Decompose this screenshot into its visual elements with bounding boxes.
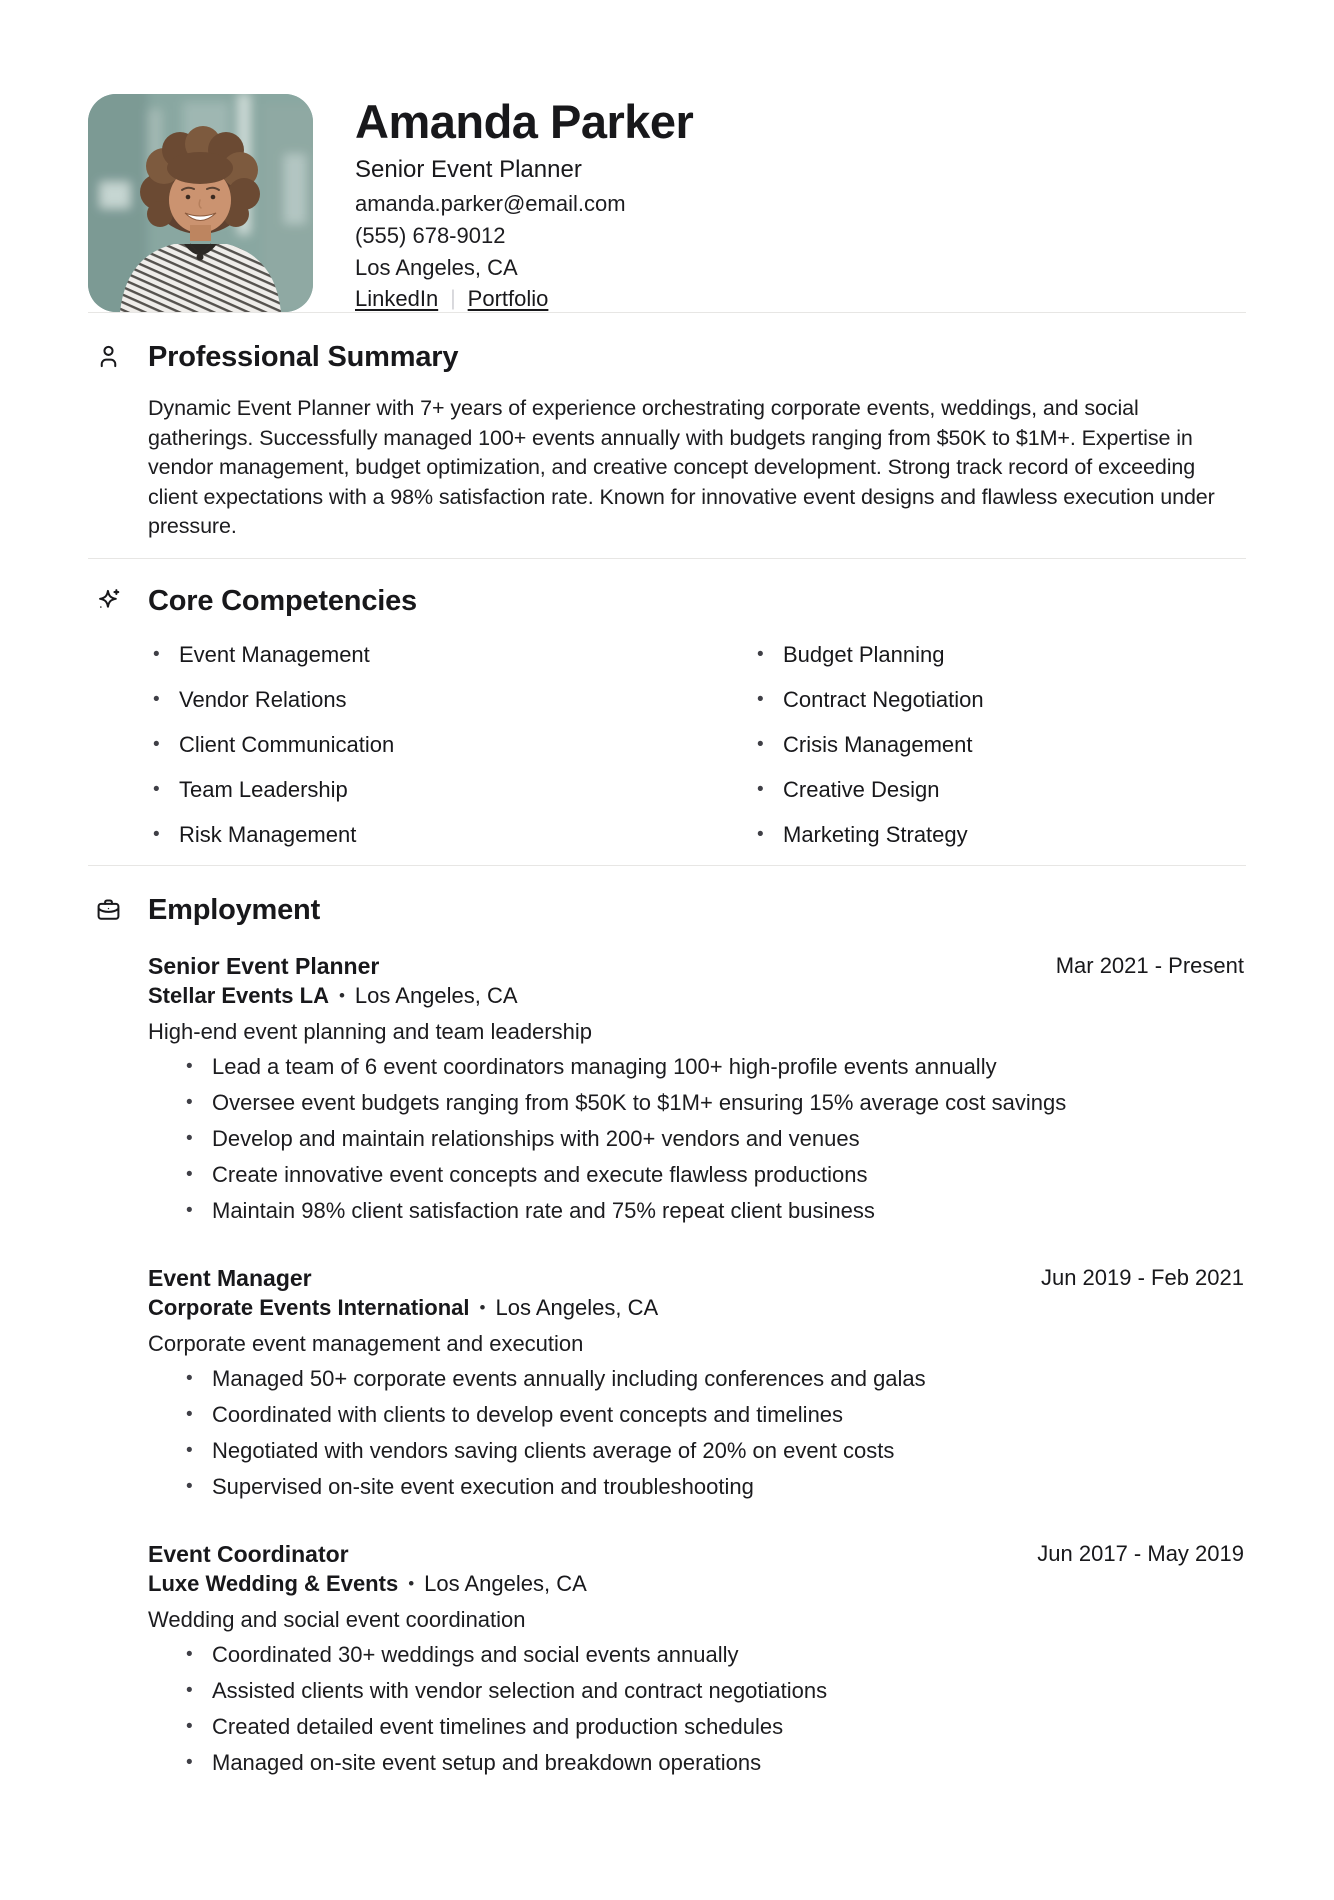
job-bullet	[186, 1641, 1246, 1668]
job-bullet-text: Create innovative event concepts and execute flawless productions	[212, 1161, 868, 1187]
competency-label: Event Management	[179, 641, 370, 667]
competency-label: Creative Design	[783, 776, 940, 802]
job-title-block	[148, 951, 518, 1011]
summary-text: Dynamic Event Planner with 7+ years of experience orchestrating corporate events, weddings, and social gatherings. Successfully managed 100+ events annually with budgets ranging from $50K to $1M+. Expertise in vendor management, budget optimization, and creative concept development. Strong track record of exceeding client expectations with a 98% satisfaction rate. Known for innovative event designs and flawless execution under pressure.	[148, 396, 1215, 538]
bullet-icon: •	[757, 733, 764, 755]
job-bullet-text: Managed 50+ corporate events annually including conferences and galas	[212, 1365, 926, 1391]
job-bullet	[186, 1053, 1246, 1080]
phone-text: (555) 678-9012	[355, 223, 506, 248]
job-company: Corporate Events International	[148, 1294, 470, 1320]
profile-links	[355, 286, 693, 311]
job-bullet-text: Maintain 98% client satisfaction rate and 75% repeat client business	[212, 1197, 875, 1223]
bullet-icon: •	[757, 823, 764, 845]
profile-photo	[88, 94, 313, 312]
job-bullet-text: Coordinated 30+ weddings and social events annually	[212, 1641, 739, 1667]
competency-item	[153, 776, 752, 804]
competency-label: Vendor Relations	[179, 686, 347, 712]
competency-item	[757, 821, 1246, 849]
competencies-heading: Core Competencies	[148, 584, 417, 617]
section-employment	[88, 866, 1246, 1776]
bullet-icon: •	[757, 778, 764, 800]
job-location: Los Angeles, CA	[495, 1294, 659, 1320]
job-bullet-list	[186, 1053, 1246, 1224]
bullet-icon: •	[186, 1751, 193, 1773]
bullet-icon: •	[153, 823, 160, 845]
dot-separator-icon: •	[338, 985, 345, 1005]
job-bullet	[186, 1089, 1246, 1116]
competencies-list	[148, 641, 1246, 849]
job-bullet	[186, 1749, 1246, 1776]
user-icon	[88, 339, 148, 542]
job-bullet	[186, 1713, 1246, 1740]
competency-label: Marketing Strategy	[783, 821, 968, 847]
job-bullet-list	[186, 1365, 1246, 1500]
link-separator: |	[450, 287, 456, 310]
email-text: amanda.parker@email.com	[355, 191, 626, 216]
job-bullet	[186, 1161, 1246, 1188]
job-title-block	[148, 1263, 658, 1323]
bullet-icon: •	[186, 1367, 193, 1389]
person-name: Amanda Parker	[355, 95, 694, 148]
job-bullet-text: Managed on-site event setup and breakdown operations	[212, 1749, 762, 1775]
job-title: Event Coordinator	[148, 1540, 349, 1567]
job-dates: Mar 2021 - Present	[1055, 952, 1244, 978]
competency-item	[757, 686, 1246, 714]
competency-item	[757, 731, 1246, 759]
linkedin-link[interactable]: LinkedIn	[355, 286, 439, 311]
portfolio-link[interactable]: Portfolio	[467, 286, 549, 311]
person-job-title: Senior Event Planner	[355, 156, 582, 183]
job-bullet	[186, 1365, 1246, 1392]
header-info	[355, 94, 693, 312]
competency-label: Client Communication	[179, 731, 395, 757]
job-list	[148, 951, 1246, 1776]
bullet-icon: •	[186, 1127, 193, 1149]
job-bullet	[186, 1677, 1246, 1704]
competency-label: Risk Management	[179, 821, 357, 847]
bullet-icon: •	[186, 1715, 193, 1737]
competencies-column-right	[752, 641, 1246, 849]
profile-photo-illustration	[88, 94, 313, 312]
job-title: Senior Event Planner	[148, 952, 380, 979]
bullet-icon: •	[153, 733, 160, 755]
bullet-icon: •	[757, 688, 764, 710]
bullet-icon: •	[186, 1091, 193, 1113]
dot-separator-icon: •	[408, 1573, 415, 1593]
bullet-icon: •	[186, 1475, 193, 1497]
job-header	[148, 951, 1246, 1011]
job-bullet	[186, 1197, 1246, 1224]
competency-label: Budget Planning	[783, 641, 945, 667]
briefcase-icon	[88, 892, 148, 1776]
bullet-icon: •	[186, 1163, 193, 1185]
job-bullet	[186, 1473, 1246, 1500]
sparkles-icon	[88, 583, 148, 849]
job-title-block	[148, 1539, 587, 1599]
job-bullet-text: Created detailed event timelines and production schedules	[212, 1713, 784, 1739]
summary-heading: Professional Summary	[148, 341, 459, 373]
job-company: Luxe Wedding & Events	[148, 1570, 399, 1596]
employment-heading: Employment	[148, 893, 321, 926]
competency-item	[153, 641, 752, 669]
competencies-column-left	[148, 641, 752, 849]
competency-label: Team Leadership	[179, 776, 348, 802]
job-location: Los Angeles, CA	[354, 982, 518, 1008]
competency-item	[153, 731, 752, 759]
bullet-icon: •	[153, 778, 160, 800]
bullet-icon: •	[186, 1439, 193, 1461]
job-company-line	[148, 1293, 658, 1323]
job-bullet-text: Supervised on-site event execution and troubleshooting	[212, 1473, 754, 1499]
job-entry	[148, 1539, 1246, 1776]
job-header	[148, 1539, 1246, 1599]
job-location: Los Angeles, CA	[424, 1570, 587, 1596]
job-header	[148, 1263, 1246, 1323]
competency-item	[757, 641, 1246, 669]
competency-item	[153, 821, 752, 849]
location-text: Los Angeles, CA	[355, 255, 518, 280]
dot-separator-icon: •	[479, 1297, 486, 1317]
job-description: Corporate event management and execution	[148, 1330, 584, 1356]
job-bullet-text: Oversee event budgets ranging from $50K to $1M+ ensuring 15% average cost savings	[212, 1089, 1067, 1115]
job-title: Event Manager	[148, 1264, 312, 1291]
bullet-icon: •	[186, 1403, 193, 1425]
competency-label: Crisis Management	[783, 731, 973, 757]
bullet-icon: •	[186, 1055, 193, 1077]
job-entry	[148, 1263, 1246, 1500]
job-dates: Jun 2017 - May 2019	[1037, 1540, 1244, 1566]
job-bullet-text: Assisted clients with vendor selection and contract negotiations	[212, 1677, 828, 1703]
bullet-icon: •	[186, 1199, 193, 1221]
bullet-icon: •	[757, 643, 764, 665]
job-dates: Jun 2019 - Feb 2021	[1040, 1264, 1244, 1290]
section-core-competencies	[88, 559, 1246, 865]
competency-item	[153, 686, 752, 714]
bullet-icon: •	[186, 1643, 193, 1665]
job-bullet	[186, 1125, 1246, 1152]
job-company: Stellar Events LA	[148, 982, 329, 1008]
job-description: Wedding and social event coordination	[148, 1606, 526, 1632]
job-bullet	[186, 1437, 1246, 1464]
job-bullet-text: Lead a team of 6 event coordinators managing 100+ high-profile events annually	[212, 1053, 997, 1079]
resume-header	[88, 94, 1246, 312]
job-bullet-list	[186, 1641, 1246, 1776]
bullet-icon: •	[153, 688, 160, 710]
job-bullet-text: Coordinated with clients to develop event concepts and timelines	[212, 1401, 844, 1427]
bullet-icon: •	[186, 1679, 193, 1701]
job-entry	[148, 951, 1246, 1224]
job-description: High-end event planning and team leadership	[148, 1018, 592, 1044]
job-company-line	[148, 1569, 587, 1599]
section-professional-summary	[88, 313, 1246, 558]
bullet-icon: •	[153, 643, 160, 665]
job-bullet-text: Negotiated with vendors saving clients average of 20% on event costs	[212, 1437, 895, 1463]
competency-item	[757, 776, 1246, 804]
job-bullet	[186, 1401, 1246, 1428]
job-bullet-text: Develop and maintain relationships with 200+ vendors and venues	[212, 1125, 860, 1151]
job-company-line	[148, 981, 518, 1011]
competency-label: Contract Negotiation	[783, 686, 984, 712]
